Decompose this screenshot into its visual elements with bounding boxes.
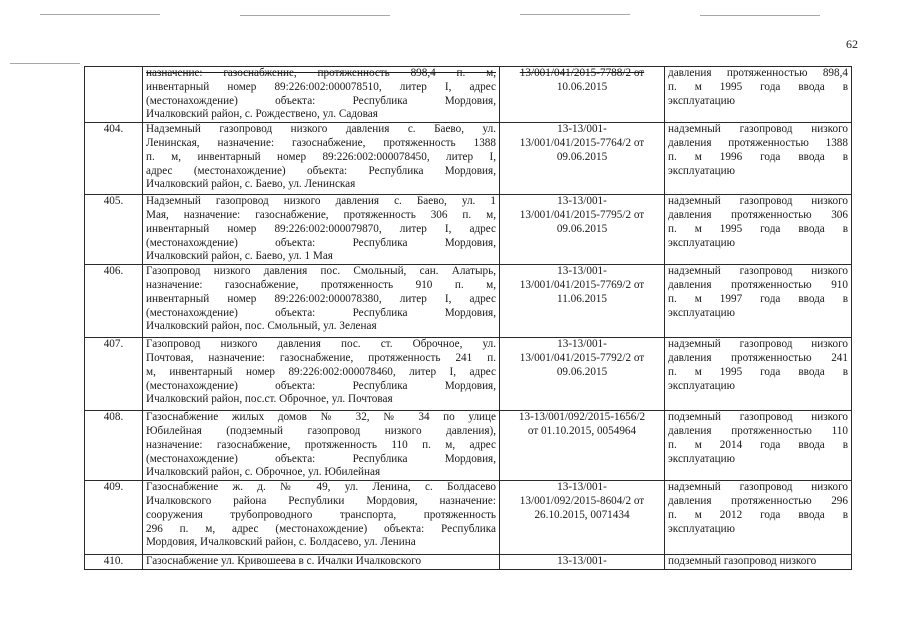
desc-line: Ичалковский район, с. Баево, ул. Ленинская: [146, 178, 356, 191]
desc-line: Мая, назначение: газоснабжение, протяженность 306 п. м,: [146, 208, 496, 221]
characteristics-note: [665, 555, 852, 570]
object-description: [143, 195, 500, 265]
desc-line: Газопровод низкого давления пос. Смольный, сан. Алатырь,: [146, 265, 496, 278]
desc-line: (местонахождение) объекта: Республика Мордовия,: [146, 236, 496, 249]
desc-line: Почтовая, назначение: газоснабжение, протяженность 241 п.: [146, 351, 496, 364]
note-line: п. м 1995 года ввода в: [668, 80, 848, 93]
note-line: надземный газопровод низкого: [668, 265, 848, 278]
reg-line: 13-13/001-: [557, 195, 607, 208]
desc-line: Газопровод низкого давления пос. ст. Оброчное, ул.: [146, 338, 496, 351]
reg-line: 13-13/001/092/2015-1656/2: [518, 411, 646, 424]
note-line: давления протяженностью 910: [668, 278, 848, 291]
table-row: [85, 411, 852, 481]
desc-line: инвентарный номер 89:226:002:000078510, литер I, адрес: [146, 80, 496, 93]
note-line: давления протяженностью 1388: [668, 136, 848, 149]
desc-line: (местонахождение) объекта: Республика Мордовия,: [146, 379, 496, 392]
characteristics-note: [665, 411, 852, 481]
note-line: эксплуатацию: [668, 236, 735, 249]
desc-line: Газоснабжение ж. д. № 49, ул. Ленина, с. Болдасево: [146, 481, 496, 494]
desc-line: Газоснабжение жилых домов № 32, № 34 по улице: [146, 411, 496, 424]
characteristics-note: [665, 338, 852, 411]
reg-line: 13/001/041/2015-7792/2 от: [519, 351, 645, 364]
registration-record: [500, 338, 665, 411]
note-line: п. м 1995 года ввода в: [668, 222, 848, 235]
registration-record: [500, 555, 665, 570]
characteristics-note: [665, 481, 852, 555]
note-line: давления протяженностью 110: [668, 424, 848, 437]
scan-artifact: [240, 15, 390, 16]
desc-line: Ичалковский район, с. Баево, ул. 1 Мая: [146, 250, 333, 263]
note-line: надземный газопровод низкого: [668, 123, 848, 136]
desc-line: Ичалковский район, с. Рождествено, ул. Садовая: [146, 108, 378, 121]
object-description: [143, 265, 500, 338]
note-line: давления протяженностью 241: [668, 351, 848, 364]
object-description: [143, 555, 500, 570]
note-line: эксплуатацию: [668, 452, 735, 465]
reg-line: 26.10.2015, 0071434: [534, 508, 630, 521]
desc-line: Ичалковский район, пос. Смольный, ул. Зеленая: [146, 320, 377, 333]
note-line: п. м 2014 года ввода в: [668, 438, 848, 451]
desc-line: (местонахождение) объекта: Республика Мордовия,: [146, 94, 496, 107]
reg-line: 13-13/001-: [557, 123, 607, 136]
desc-line: назначение: газоснабжение, протяженность 898,4 п. м,: [146, 67, 496, 79]
reg-line: 13/001/041/2015-7769/2 от: [519, 278, 645, 291]
desc-line: (местонахождение) объекта: Республика Мордовия,: [146, 306, 496, 319]
desc-line: м, инвентарный номер 89:226:002:000078460, литер I, адрес: [146, 365, 496, 378]
object-description: [143, 338, 500, 411]
note-line: п. м 1997 года ввода в: [668, 292, 848, 305]
object-description: [143, 123, 500, 195]
desc-line: инвентарный номер 89:226:002:000078380, литер I, адрес: [146, 292, 496, 305]
reg-line: от 01.10.2015, 0054964: [527, 424, 637, 437]
scan-artifact: [40, 14, 160, 15]
row-number: 404.: [85, 123, 143, 195]
desc-line: Ичалковский район, пос.ст. Оброчное, ул. Почтовая: [146, 393, 393, 406]
table-row: [85, 195, 852, 265]
table-row: [85, 265, 852, 338]
table-row: [85, 555, 852, 570]
note-line: надземный газопровод низкого: [668, 195, 848, 208]
table-row: [85, 338, 852, 411]
desc-line: Надземный газопровод низкого давления с. Баево, ул. 1: [146, 195, 496, 208]
reg-line: 13/001/092/2015-8604/2 от: [519, 494, 645, 507]
reg-line: 13-13/001-: [557, 338, 607, 351]
reg-line: 13-13/001-: [557, 481, 607, 494]
desc-line: сооружения трубопроводного транспорта, протяженность: [146, 508, 496, 521]
reg-line: 13/001/041/2015-7764/2 от: [519, 136, 645, 149]
row-number: 407.: [85, 338, 143, 411]
note-line: давления протяженностью 306: [668, 208, 848, 221]
row-number: 405.: [85, 195, 143, 265]
reg-line: 13/001/041/2015-7795/2 от: [519, 208, 645, 221]
note-line: эксплуатацию: [668, 379, 735, 392]
note-line: эксплуатацию: [668, 522, 735, 535]
scan-artifact: [700, 15, 820, 16]
row-number: 406.: [85, 265, 143, 338]
registration-record: [500, 123, 665, 195]
row-number: 409.: [85, 481, 143, 555]
desc-line: Юбилейная (подземный газопровод низкого давления),: [146, 424, 496, 437]
row-number: 408.: [85, 411, 143, 481]
desc-line: п. м, инвентарный номер 89:226:002:000078450, литер I,: [146, 150, 496, 163]
registration-record: [500, 67, 665, 123]
desc-line: адрес (местонахождение) объекта: Республика Мордовия,: [146, 164, 496, 177]
characteristics-note: [665, 265, 852, 338]
characteristics-note: [665, 67, 852, 123]
note-line: подземный газопровод низкого: [668, 555, 817, 568]
note-line: подземный газопровод низкого: [668, 411, 848, 424]
row-number: [85, 67, 143, 123]
note-line: п. м 2012 года ввода в: [668, 508, 848, 521]
note-line: давления протяженностью 296: [668, 494, 848, 507]
note-line: п. м 1996 года ввода в: [668, 150, 848, 163]
note-line: эксплуатацию: [668, 306, 735, 319]
characteristics-note: [665, 195, 852, 265]
row-number: 410.: [85, 555, 143, 570]
reg-line: 13/001/041/2015-7788/2 от: [519, 67, 645, 79]
note-line: надземный газопровод низкого: [668, 481, 848, 494]
desc-line: (местонахождение) объекта: Республика Мордовия,: [146, 452, 496, 465]
desc-line: Надземный газопровод низкого давления с. Баево, ул.: [146, 123, 496, 136]
desc-line: инвентарный номер 89:226:002:000079870, литер I, адрес: [146, 222, 496, 235]
registration-record: [500, 195, 665, 265]
object-description: [143, 67, 500, 123]
registry-table: [84, 66, 852, 570]
desc-line: Ичалковского района Республики Мордовия, назначение:: [146, 494, 496, 507]
table-row: [85, 481, 852, 555]
desc-line: Ичалковский район, с. Оброчное, ул. Юбилейная: [146, 466, 381, 479]
object-description: [143, 481, 500, 555]
registration-record: [500, 265, 665, 338]
object-description: [143, 411, 500, 481]
reg-line: 11.06.2015: [557, 292, 607, 305]
reg-line: 09.06.2015: [556, 222, 608, 235]
registration-record: [500, 481, 665, 555]
desc-line: Газоснабжение ул. Кривошеева в с. Ичалки Ичалковского: [146, 555, 422, 568]
page-number: 62: [846, 37, 858, 51]
reg-line: 13-13/001-: [557, 555, 607, 568]
scan-artifact: [520, 14, 630, 15]
desc-line: назначение: газоснабжение, протяженность 910 п. м,: [146, 278, 496, 291]
table-row: [85, 123, 852, 195]
note-line: п. м 1995 года ввода в: [668, 365, 848, 378]
reg-line: 10.06.2015: [556, 80, 608, 93]
note-line: давления протяженностью 898,4: [668, 67, 848, 79]
note-line: эксплуатацию: [668, 164, 735, 177]
characteristics-note: [665, 123, 852, 195]
scan-artifact: [10, 63, 80, 64]
reg-line: 09.06.2015: [556, 365, 608, 378]
note-line: надземный газопровод низкого: [668, 338, 848, 351]
table-row: [85, 67, 852, 123]
desc-line: назначение: газоснабжение, протяженность 110 п. м, адрес: [146, 438, 496, 451]
desc-line: Мордовия, Ичалковский район, с. Болдасево, ул. Ленина: [146, 536, 416, 549]
reg-line: 09.06.2015: [556, 150, 608, 163]
registration-record: [500, 411, 665, 481]
note-line: эксплуатацию: [668, 94, 735, 107]
desc-line: 296 п. м, адрес (местонахождение) объекта: Республика: [146, 522, 496, 535]
reg-line: 13-13/001-: [557, 265, 607, 278]
desc-line: Ленинская, назначение: газоснабжение, протяженность 1388: [146, 136, 496, 149]
